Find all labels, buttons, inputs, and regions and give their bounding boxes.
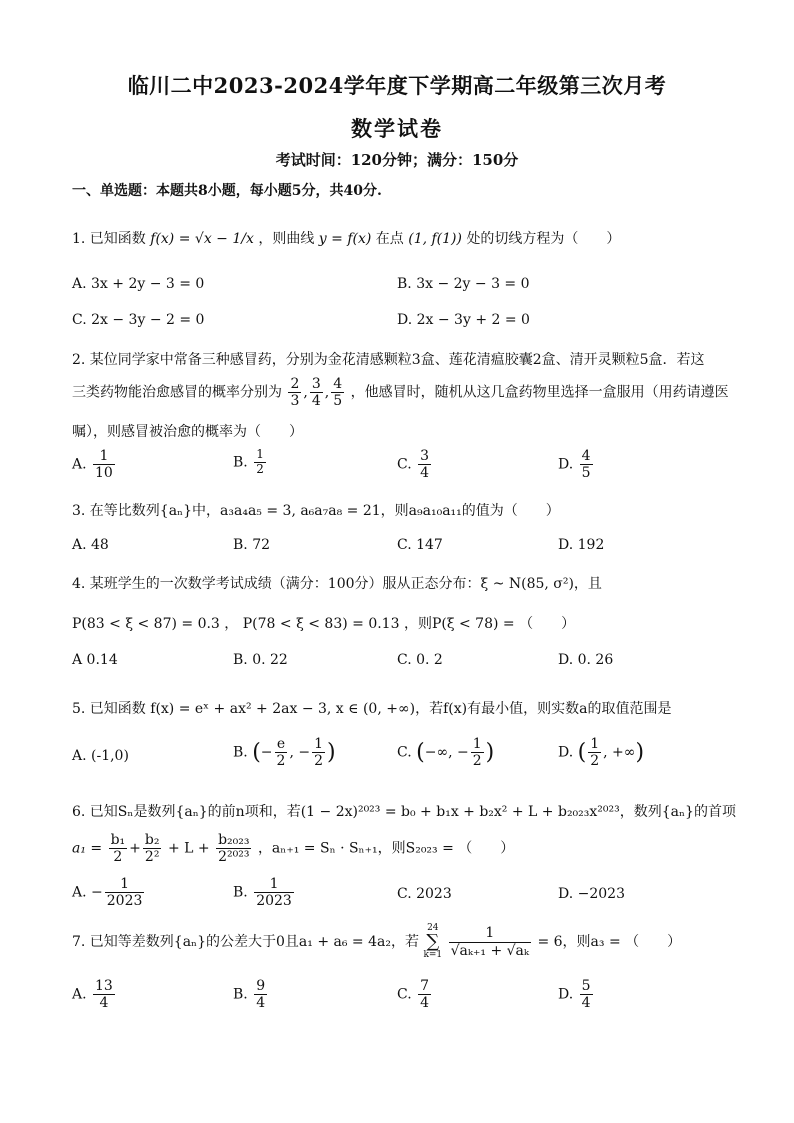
q4-option-a: A 0.14 — [72, 652, 118, 668]
q1-option-b: B. 3x − 2y − 3 = 0 — [397, 276, 530, 292]
question-5-stem: 5. 已知函数 f(x) = eˣ + ax² + 2ax − 3, x ∈ (0, +∞)，若f(x)有最小值，则实数a的取值范围是 — [72, 701, 672, 717]
q1-curve: y = f(x) — [318, 231, 372, 247]
q1-option-c: C. 2x − 3y − 2 = 0 — [72, 312, 205, 328]
question-2-line-1: 2. 某位同学家中常备三种感冒药，分别为金花清感颗粒3盒、莲花清瘟胶囊2盒、清开灵颗粒5盒．若这 — [72, 352, 705, 368]
q7-option-d: D. $\frac{5}{4}$ — [558, 978, 591, 1012]
q1-stem-c: 在点 — [375, 231, 404, 247]
q3-option-d: D. 192 — [558, 537, 605, 553]
q6-option-b: B. $\frac{1}{2023}$ — [233, 876, 292, 910]
q3-option-b: B. 72 — [233, 537, 271, 553]
q1-function: f(x) = √x − 1/x — [150, 231, 254, 247]
q3-option-c: C. 147 — [397, 537, 443, 553]
q2-option-b: B. $\frac{1}{2}$ — [233, 447, 264, 476]
q1-stem-a: 1. 已知函数 — [72, 231, 146, 247]
question-3-stem: 3. 在等比数列{aₙ}中，a₃a₄a₅ = 3, a₆a₇a₈ = 21，则a₉a₁₀a₁₁的值为（ ） — [72, 503, 560, 519]
q5-option-d: D. ( $\frac{1}{2}$ , +∞) — [558, 736, 645, 770]
q2-option-d: D. $\frac{4}{5}$ — [558, 448, 591, 482]
q6-option-a: A. − $\frac{1}{2023}$ — [72, 876, 143, 910]
q2-line-2b: ，他感冒时，随机从这几盒药物里选择一盒服用（用药请遵医 — [350, 384, 729, 401]
q5-option-a: A. (-1,0) — [72, 748, 129, 764]
q1-stem-d: 处的切线方程为（ ） — [466, 231, 621, 247]
q2-option-c: C. $\frac{3}{4}$ — [397, 448, 430, 482]
q6-option-d: D. −2023 — [558, 886, 625, 902]
exam-title: 临川二中2023-2024学年度下学期高二年级第三次月考 — [127, 73, 667, 98]
q1-option-d: D. 2x − 3y + 2 = 0 — [397, 312, 530, 328]
section-heading: 一、单选题：本题共8小题，每小题5分，共40分. — [72, 183, 382, 199]
question-7-stem: 7. 已知等差数列{aₙ}的公差大于0且a₁ + a₆ = 4a₂，若 24 ∑ k=1 $\frac{1}{\text{√aₖ₊₁ + √aₖ}}$ = 6，则a₃ = （ ） — [72, 923, 682, 960]
q4-option-c: C. 0. 2 — [397, 652, 443, 668]
exam-subtitle: 数学试卷 — [351, 116, 443, 141]
q2-option-a: A. $\frac{1}{10}$ — [72, 448, 113, 482]
q2-prob-2: $\frac{3}{4}$ — [311, 376, 321, 410]
q1-stem-b: ，则曲线 — [258, 231, 315, 247]
q1-option-a: A. 3x + 2y − 3 = 0 — [72, 276, 205, 292]
exam-info: 考试时间：120分钟；满分：150分 — [275, 151, 519, 169]
q7-option-c: C. $\frac{7}{4}$ — [397, 978, 430, 1012]
q5-option-b: B. (− $\frac{e}{2}$ , − $\frac{1}{2}$ ) — [233, 736, 336, 770]
question-4-line-2: P(83 < ξ < 87) = 0.3 ， P(78 < ξ < 83) = 0.13 ，则P(ξ < 78) = （ ） — [72, 616, 576, 632]
q4-option-b: B. 0. 22 — [233, 652, 288, 668]
q2-prob-3: $\frac{4}{5}$ — [333, 376, 343, 410]
q1-point: (1, f(1)) — [408, 231, 462, 247]
question-1-stem — [72, 228, 620, 248]
question-6-line-2: a₁ = $\frac{\text{b₁}}{2}$ + $\frac{\text{b₂}}{\text{2²}}$ + L + $\frac{\text{b₂₀₂₃}}{\text{2²⁰²³}}$ ，aₙ₊₁ = Sₙ · Sₙ₊₁，则S₂₀₂₃ = （ ） — [72, 832, 515, 866]
question-2-line-3: 嘱），则感冒被治愈的概率为（ ） — [72, 424, 303, 440]
q5-option-c: C. (−∞, − $\frac{1}{2}$ ) — [397, 736, 495, 770]
q7-option-a: A. $\frac{13}{4}$ — [72, 978, 113, 1012]
q2-prob-1: $\frac{2}{3}$ — [290, 376, 300, 410]
q3-option-a: A. 48 — [72, 537, 109, 553]
question-6-line-1: 6. 已知Sₙ是数列{aₙ}的前n项和，若(1 − 2x)²⁰²³ = b₀ + b₁x + b₂x² + L + b₂₀₂₃x²⁰²³，数列{aₙ}的首项 — [72, 804, 736, 820]
q2-line-2a: 三类药物能治愈感冒的概率分别为 — [72, 384, 282, 401]
q7-option-b: B. $\frac{9}{4}$ — [233, 978, 266, 1012]
question-2-line-2: 三类药物能治愈感冒的概率分别为 $\frac{2}{3}$ , $\frac{3}{4}$ , $\frac{4}{5}$ ，他感冒时，随机从这几盒药物里选择一盒服用（用药请遵医 — [72, 376, 729, 410]
q6-option-c: C. 2023 — [397, 886, 452, 902]
question-4-line-1: 4. 某班学生的一次数学考试成绩（满分：100分）服从正态分布：ξ ~ N(85, σ²)，且 — [72, 576, 602, 592]
q4-option-d: D. 0. 26 — [558, 652, 614, 668]
